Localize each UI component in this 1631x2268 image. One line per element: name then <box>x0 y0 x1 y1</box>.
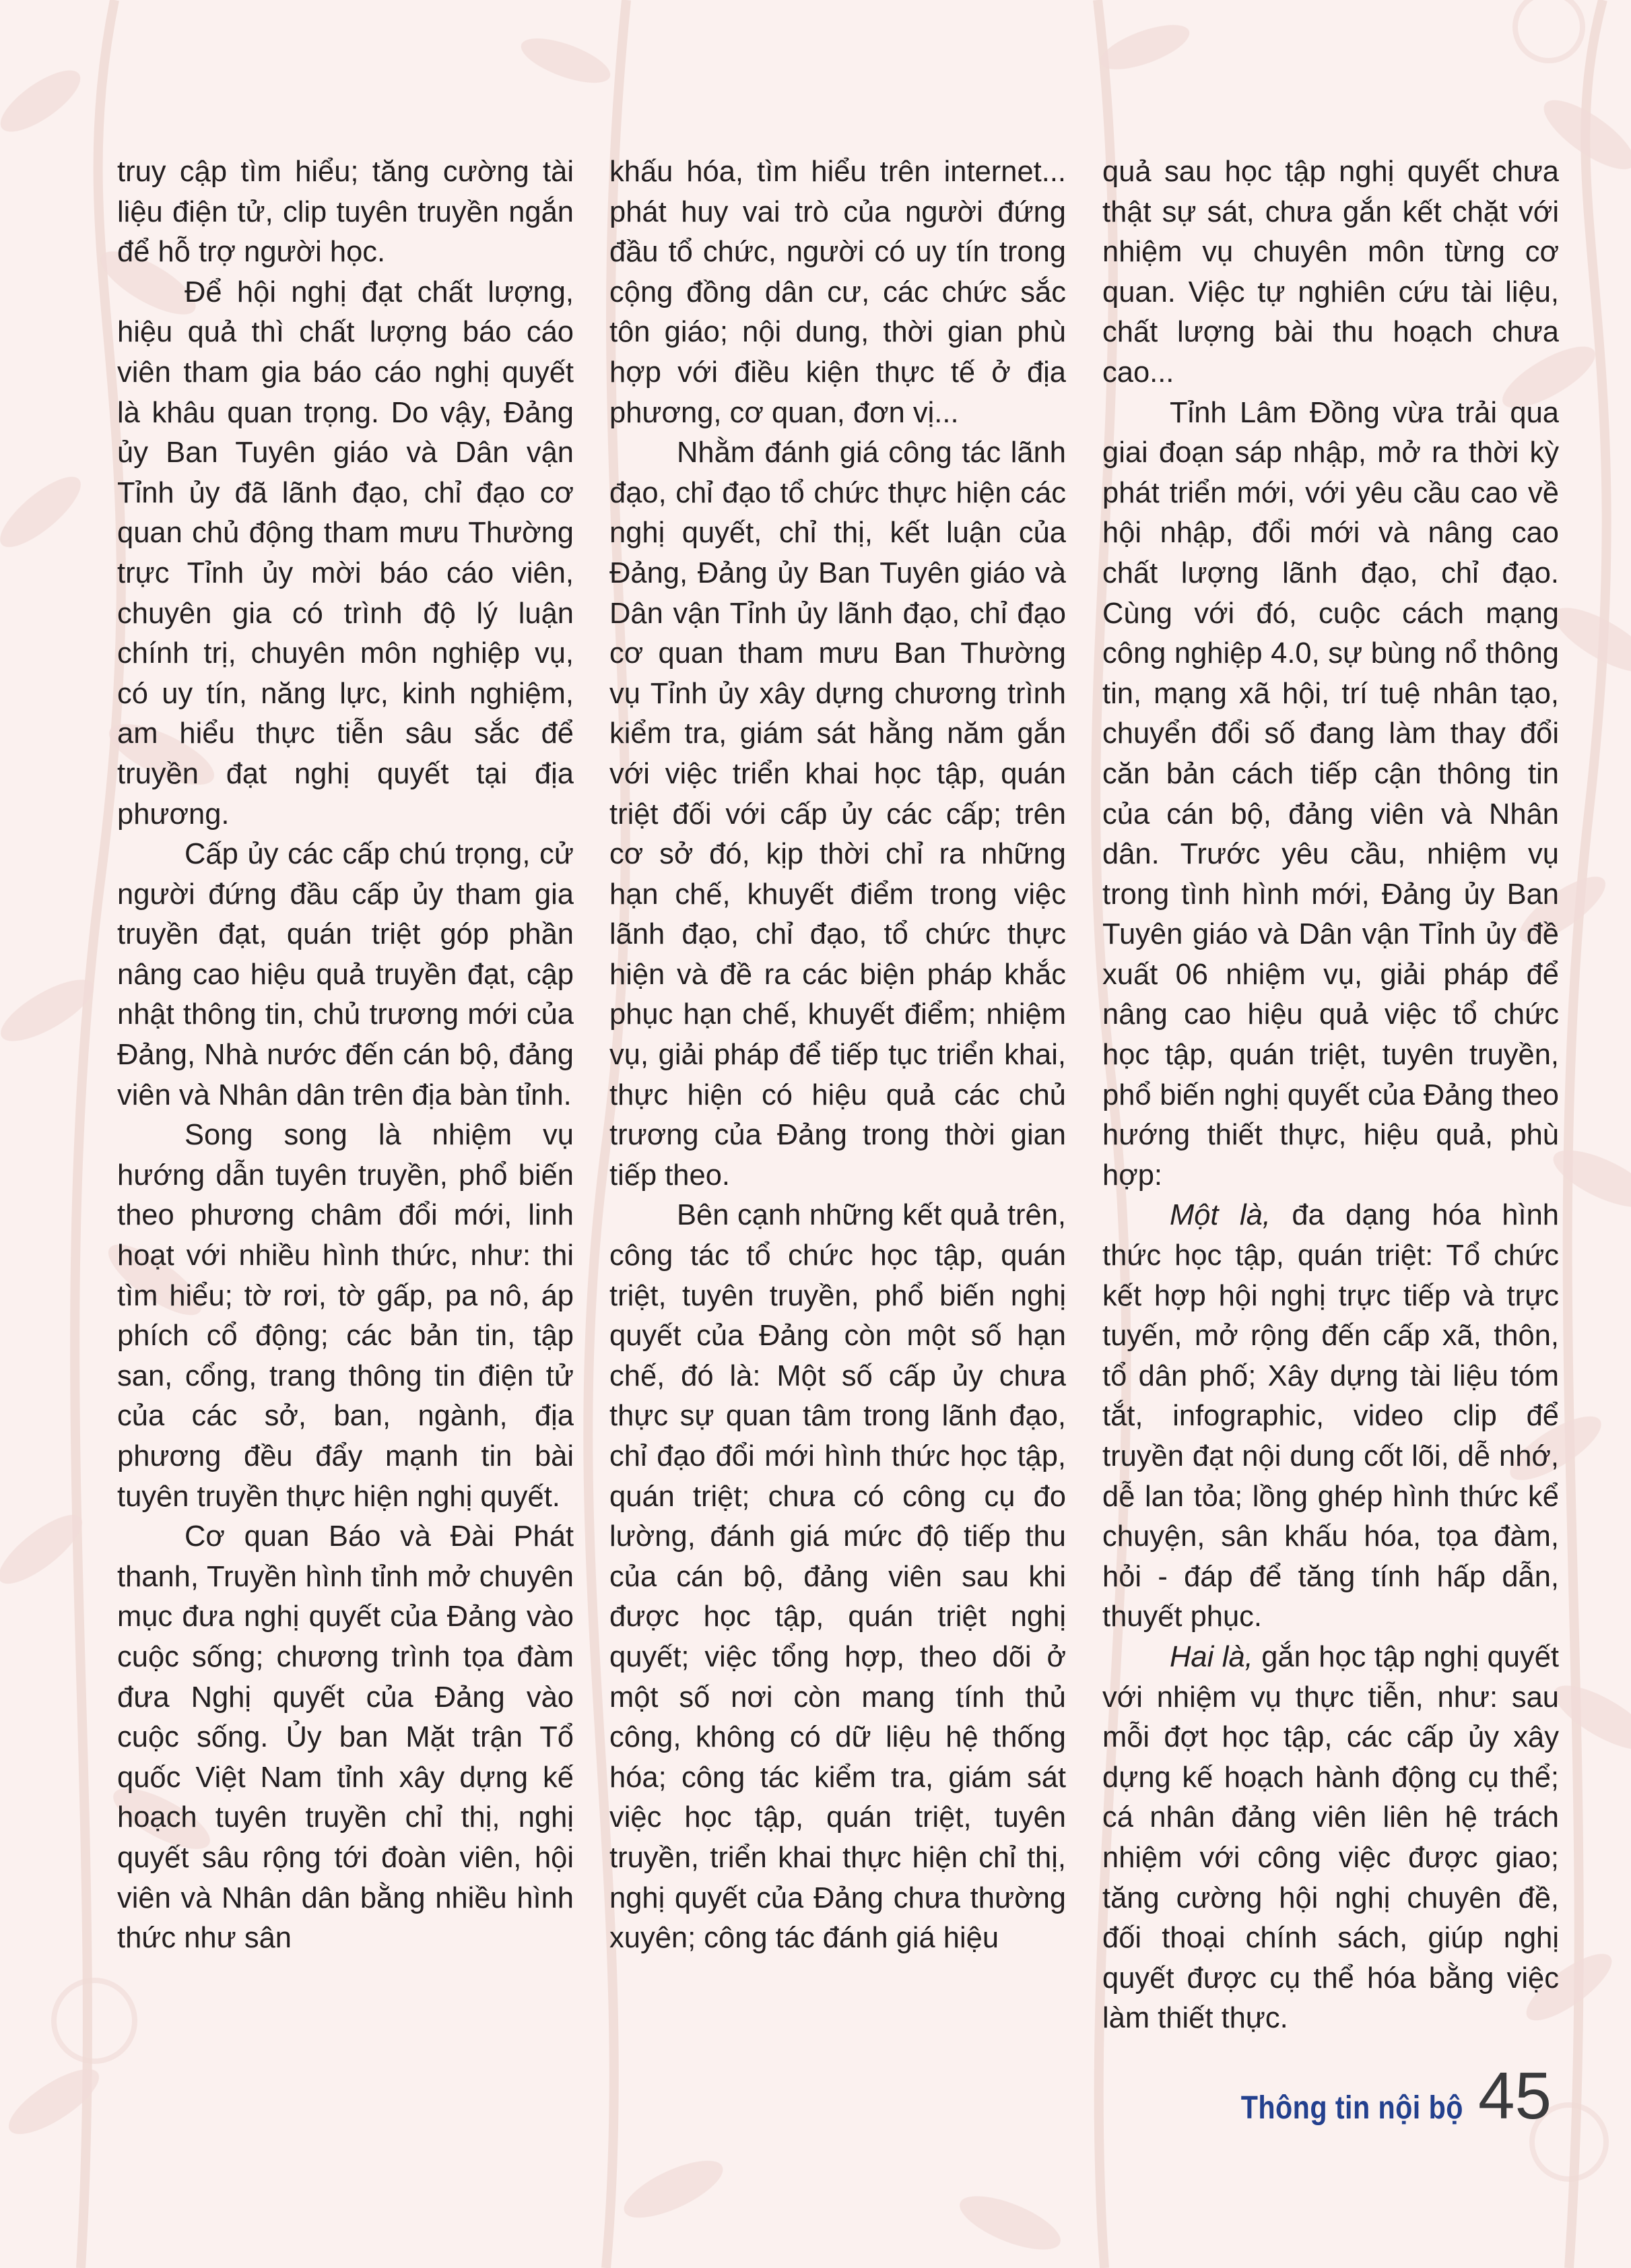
paragraph-text: truy cập tìm hiểu; tăng cường tài liệu điện tử, clip tuyên truyền ngắn để hỗ trợ người học. <box>117 156 574 269</box>
text-column-1 <box>117 152 574 1959</box>
paragraph-text: Để hội nghị đạt chất lượng, hiệu quả thì chất lượng báo cáo viên tham gia báo cáo nghị quyết là khâu quan trọng. Do vậy, Đảng ủy Ban Tuyên giáo và Dân vận Tỉnh ủy đã lãnh đạo, chỉ đạo cơ quan chủ động tham mưu Thường trực Tỉnh ủy mời báo cáo viên, chuyên gia có trình độ lý luận chính trị, chuyên môn nghiệp vụ, có uy tín, năng lực, kinh nghiệm, am hiểu thực tiễn sâu sắc để truyền đạt nghị quyết tại địa phương. <box>117 276 574 831</box>
paragraph-text: đa dạng hóa hình thức học tập, quán triệt: Tổ chức kết hợp hội nghị trực tiếp và trực tuyến, mở rộng đến cấp xã, thôn, tổ dân phố; Xây dựng tài liệu tóm tắt, infographic, video clip để truyền đạt nội dung cốt lõi, dễ nhớ, dễ lan tỏa; lồng ghép hình thức kể chuyện, sân khấu hóa, tọa đàm, hỏi - đáp để tăng tính hấp dẫn, thuyết phục. <box>1102 1199 1559 1633</box>
paragraph-text: Bên cạnh những kết quả trên, công tác tổ chức học tập, quán triệt, tuyên truyền, phổ biến nghị quyết của Đảng còn một số hạn chế, đó là: Một số cấp ủy chưa thực sự quan tâm trong lãnh đạo, chỉ đạo đổi mới hình thức học tập, quán triệt; chưa có công cụ đo lường, đánh giá mức độ tiếp thu của cán bộ, đảng viên sau khi được học tập, quán triệt nghị quyết; việc tổng hợp, theo dõi ở một số nơi còn mang tính thủ công, không có dữ liệu hệ thống hóa; công tác kiểm tra, giám sát việc học tập, quán triệt, tuyên truyền, triển khai thực hiện chỉ thị, nghị quyết của Đảng chưa thường xuyên; công tác đánh giá hiệu <box>609 1199 1066 1955</box>
paragraph <box>1102 1638 1559 2039</box>
paragraph-lead: Hai là, <box>1170 1640 1253 1673</box>
paragraph <box>117 1517 574 1959</box>
paragraph <box>117 1115 574 1517</box>
publication-title: Thông tin nội bộ <box>1240 2090 1463 2126</box>
paragraph <box>117 152 574 273</box>
page-number: 45 <box>1477 2059 1552 2133</box>
text-column-3 <box>1102 152 1559 2039</box>
paragraph <box>117 835 574 1115</box>
paragraph-lead: Một là, <box>1170 1199 1271 1232</box>
paragraph <box>117 273 574 835</box>
page-footer <box>1205 2059 1552 2133</box>
paragraph-text: Song song là nhiệm vụ hướng dẫn tuyên truyền, phổ biến theo phương châm đổi mới, linh hoạt với nhiều hình thức, như: thi tìm hiểu; tờ rơi, tờ gấp, pa nô, áp phích cổ động; các bản tin, tập san, cổng, trang thông tin điện tử của các sở, ban, ngành, địa phương đều đẩy mạnh tin bài tuyên truyền thực hiện nghị quyết. <box>117 1119 574 1513</box>
paragraph <box>1102 152 1559 393</box>
paragraph-text: gắn học tập nghị quyết với nhiệm vụ thực tiễn, như: sau mỗi đợt học tập, các cấp ủy xây dựng kế hoạch hành động cụ thể; cá nhân đảng viên liên hệ trách nhiệm với công việc được giao; tăng cường hội nghị chuyên đề, đối thoại chính sách, giúp nghị quyết được cụ thể hóa bằng việc làm thiết thực. <box>1102 1640 1559 2035</box>
paragraph-text: Tỉnh Lâm Đồng vừa trải qua giai đoạn sáp nhập, mở ra thời kỳ phát triển mới, với yêu cầu cao về hội nhập, đổi mới và nâng cao chất lượng lãnh đạo, chỉ đạo. Cùng với đó, cuộc cách mạng công nghiệp 4.0, sự bùng nổ thông tin, mạng xã hội, trí tuệ nhân tạo, chuyển đổi số đang làm thay đổi căn bản cách tiếp cận thông tin của cán bộ, đảng viên và Nhân dân. Trước yêu cầu, nhiệm vụ trong tình hình mới, Đảng ủy Ban Tuyên giáo và Dân vận Tỉnh ủy đề xuất 06 nhiệm vụ, giải pháp để nâng cao hiệu quả việc tổ chức học tập, quán triệt, tuyên truyền, phổ biến nghị quyết của Đảng theo hướng thiết thực, hiệu quả, phù hợp: <box>1102 396 1559 1192</box>
paragraph <box>609 1196 1066 1958</box>
paragraph-text: Cơ quan Báo và Đài Phát thanh, Truyền hình tỉnh mở chuyên mục đưa nghị quyết của Đảng vào cuộc sống; chương trình tọa đàm đưa Nghị quyết của Đảng vào cuộc sống. Ủy ban Mặt trận Tổ quốc Việt Nam tỉnh xây dựng kế hoạch tuyên truyền chỉ thị, nghị quyết sâu rộng tới đoàn viên, hội viên và Nhân dân bằng nhiều hình thức như sân <box>117 1520 574 1955</box>
paragraph-text: Nhằm đánh giá công tác lãnh đạo, chỉ đạo tổ chức thực hiện các nghị quyết, chỉ thị, kết luận của Đảng, Đảng ủy Ban Tuyên giáo và Dân vận Tỉnh ủy lãnh đạo, chỉ đạo cơ quan tham mưu Ban Thường vụ Tỉnh ủy xây dựng chương trình kiểm tra, giám sát hằng năm gắn với việc triển khai học tập, quán triệt đối với cấp ủy các cấp; trên cơ sở đó, kịp thời chỉ ra những hạn chế, khuyết điểm trong việc lãnh đạo, chỉ đạo, tổ chức thực hiện và đề ra các biện pháp khắc phục hạn chế, khuyết điểm; nhiệm vụ, giải pháp để tiếp tục triển khai, thực hiện có hiệu quả các chủ trương của Đảng trong thời gian tiếp theo. <box>609 436 1066 1192</box>
text-column-2 <box>609 152 1066 1959</box>
paragraph-text: quả sau học tập nghị quyết chưa thật sự sát, chưa gắn kết chặt với nhiệm vụ chuyên môn từng cơ quan. Việc tự nghiên cứu tài liệu, chất lượng bài thu hoạch chưa cao... <box>1102 156 1559 389</box>
paragraph <box>1102 393 1559 1196</box>
paragraph-text: Cấp ủy các cấp chú trọng, cử người đứng đầu cấp ủy tham gia truyền đạt, quán triệt góp phần nâng cao hiệu quả truyền đạt, cập nhật thông tin, chủ trương mới của Đảng, Nhà nước đến cán bộ, đảng viên và Nhân dân trên địa bàn tỉnh. <box>117 838 574 1111</box>
paragraph <box>1102 1196 1559 1638</box>
paragraph-text: khấu hóa, tìm hiểu trên internet... phát huy vai trò của người đứng đầu tổ chức, người có uy tín trong cộng đồng dân cư, các chức sắc tôn giáo; nội dung, thời gian phù hợp với điều kiện thực tế ở địa phương, cơ quan, đơn vị... <box>609 156 1066 429</box>
paragraph <box>609 433 1066 1196</box>
paragraph <box>609 152 1066 433</box>
